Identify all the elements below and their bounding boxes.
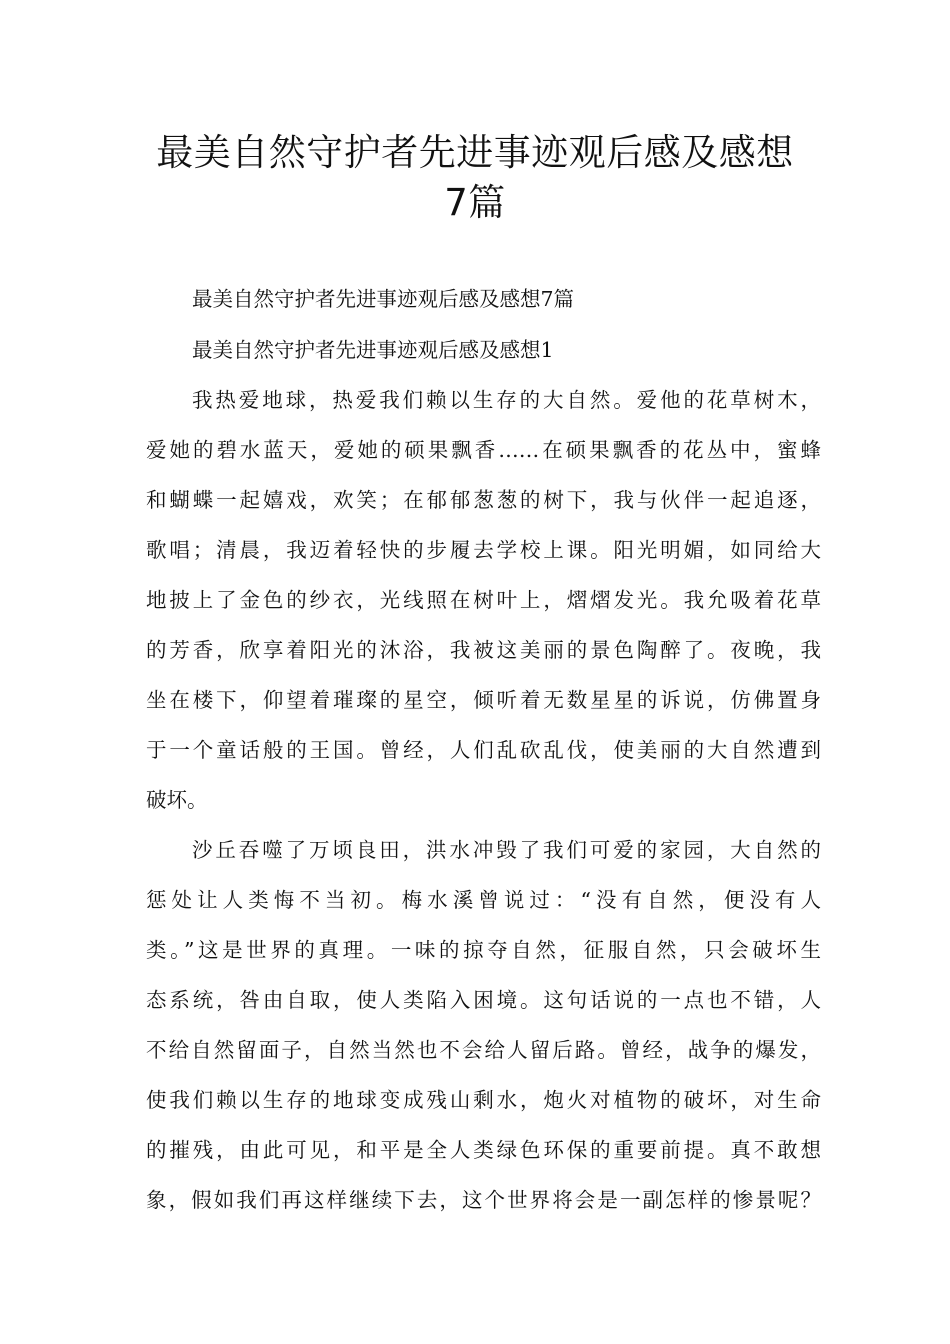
paragraph-2-line: 象，假如我们再这样继续下去，这个世界将会是一副怎样的惨景呢？ <box>146 1188 821 1212</box>
paragraph-2-line: 不给自然留面子，自然当然也不会给人留后路。曾经，战争的爆发， <box>146 1038 821 1062</box>
paragraph-2-line: 惩处让人类悔不当初。梅水溪曾说过：“没有自然，便没有人 <box>146 888 821 912</box>
paragraph-1-line: 破坏。 <box>146 788 208 812</box>
paragraph-1-line: 于一个童话般的王国。曾经，人们乱砍乱伐，使美丽的大自然遭到 <box>146 738 821 762</box>
paragraph-2-line: 态系统，咎由自取，使人类陷入困境。这句话说的一点也不错，人 <box>146 988 821 1012</box>
paragraph-1-line: 的芳香，欣享着阳光的沐浴，我被这美丽的景色陶醉了。夜晚，我 <box>146 638 821 662</box>
paragraph-1-line: 歌唱；清晨，我迈着轻快的步履去学校上课。阳光明媚，如同给大 <box>146 538 821 562</box>
section-heading: 最美自然守护者先进事迹观后感及感想1 <box>192 338 554 362</box>
paragraph-1-line: 爱她的碧水蓝天，爱她的硕果飘香……在硕果飘香的花丛中，蜜蜂 <box>146 438 821 462</box>
paragraph-2-line: 沙丘吞噬了万顷良田，洪水冲毁了我们可爱的家园，大自然的 <box>192 838 821 862</box>
document-title <box>0 128 950 228</box>
title-line-2: 7篇 <box>444 181 506 224</box>
paragraph-1-line: 我热爱地球，热爱我们赖以生存的大自然。爱他的花草树木， <box>192 388 821 412</box>
paragraph-2-line: 使我们赖以生存的地球变成残山剩水，炮火对植物的破坏，对生命 <box>146 1088 821 1112</box>
paragraph-2-line: 类。”这是世界的真理。一味的掠夺自然，征服自然，只会破坏生 <box>146 938 821 962</box>
title-line-1: 最美自然守护者先进事迹观后感及感想 <box>156 131 794 174</box>
paragraph-1-line: 地披上了金色的纱衣，光线照在树叶上，熠熠发光。我允吸着花草 <box>146 588 821 612</box>
paragraph-2-line: 的摧残，由此可见，和平是全人类绿色环保的重要前提。真不敢想 <box>146 1138 821 1162</box>
paragraph-1-line: 和蝴蝶一起嬉戏，欢笑；在郁郁葱葱的树下，我与伙伴一起追逐， <box>146 488 821 512</box>
paragraph-1-line: 坐在楼下，仰望着璀璨的星空，倾听着无数星星的诉说，仿佛置身 <box>146 688 821 712</box>
subtitle: 最美自然守护者先进事迹观后感及感想7篇 <box>192 287 575 311</box>
